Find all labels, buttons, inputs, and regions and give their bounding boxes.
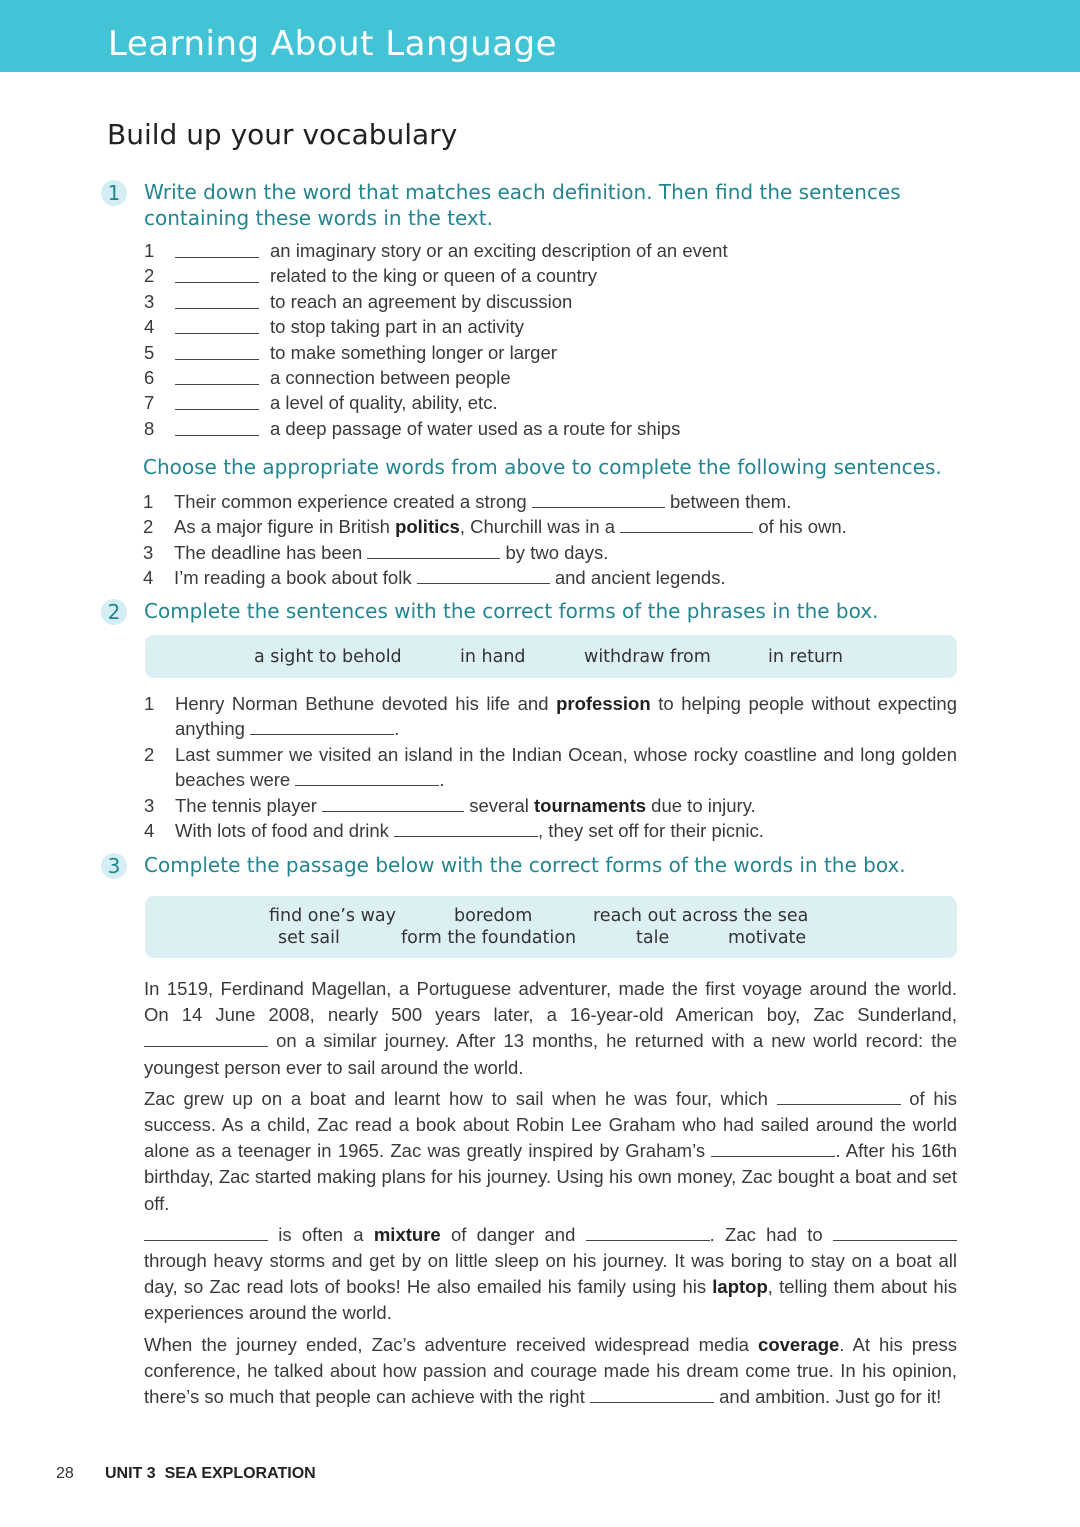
passage-text: . Zac had to	[709, 1223, 823, 1245]
definition-number: 1	[144, 240, 155, 261]
definition-item	[144, 416, 864, 441]
answer-blank[interactable]	[394, 819, 538, 837]
definition-number: 8	[144, 417, 155, 439]
passage-text: Zac grew up on a boat and learnt how to sail when he was four, which	[144, 1087, 768, 1109]
passage-text: through heavy storms and get by on little sleep on his journey. It was boring to stay on a boat all day, so Zac read lots of books! He also emailed his family using his	[144, 1250, 957, 1298]
sentence-text: to helping people without expecting anything	[175, 693, 957, 740]
sentence-text: Last summer we visited an island in the Indian Ocean, whose rocky coastline and long golden beaches were	[175, 743, 957, 791]
bold-word: politics	[395, 516, 460, 538]
exercise-2-sentences	[144, 691, 957, 843]
answer-blank[interactable]	[777, 1087, 901, 1105]
definition-number: 2	[144, 265, 155, 287]
passage	[144, 976, 957, 1415]
definition-number: 4	[144, 316, 155, 338]
answer-blank[interactable]	[144, 1223, 268, 1241]
sentence-number: 3	[144, 794, 155, 816]
box-word: form the foundation	[401, 928, 577, 948]
box-phrase: in return	[768, 647, 844, 667]
sentence-number: 4	[143, 567, 154, 589]
definition-text: a connection between people	[270, 366, 511, 388]
passage-text: , telling them about his experiences around the world.	[144, 1276, 958, 1324]
answer-blank[interactable]	[175, 384, 259, 385]
sentence-text: I’m reading a book about folk	[174, 567, 412, 589]
answer-blank[interactable]	[833, 1223, 957, 1241]
definition-number: 5	[144, 341, 155, 363]
passage-paragraph	[144, 1086, 957, 1217]
bold-word: tournaments	[533, 794, 647, 816]
box-phrase: withdraw from	[584, 647, 711, 667]
box-word: reach out across the sea	[593, 906, 809, 926]
sentence-number: 2	[143, 516, 154, 538]
definition-number: 3	[144, 290, 155, 312]
sentence-text: As a major figure in British	[174, 516, 390, 538]
box-word: tale	[636, 928, 670, 948]
definition-text: a level of quality, ability, etc.	[270, 392, 498, 414]
exercise-3-instruction: Complete the passage below with the correct forms of the words in the box.	[144, 853, 906, 877]
definition-item	[144, 314, 864, 339]
sentence-text: Their common experience created a strong	[174, 491, 527, 512]
answer-blank[interactable]	[175, 359, 259, 360]
phrase-box	[145, 635, 957, 678]
sentence-number: 3	[143, 541, 154, 563]
exercise-2-number: 2	[101, 599, 127, 625]
answer-blank[interactable]	[590, 1385, 714, 1403]
page-number: 28	[56, 1465, 74, 1482]
definition-text: to make something longer or larger	[270, 341, 557, 363]
answer-blank[interactable]	[175, 282, 259, 283]
exercise-3-number: 3	[101, 853, 127, 879]
sentence-item	[143, 565, 956, 590]
sentence-item	[144, 818, 957, 843]
exercise-1-sub-instruction: Choose the appropriate words from above to complete the following sentences.	[143, 455, 942, 479]
sentence-text: , they set off for their picnic.	[538, 820, 764, 842]
box-phrase: in hand	[460, 647, 526, 667]
header-title: Learning About Language	[108, 24, 558, 64]
sentence-text: of his own.	[758, 516, 847, 538]
answer-blank[interactable]	[322, 794, 464, 812]
sentence-end: .	[439, 769, 445, 791]
answer-blank[interactable]	[586, 1223, 710, 1241]
sentence-item	[143, 540, 956, 565]
answer-blank[interactable]	[250, 717, 394, 735]
sentence-item	[143, 514, 956, 539]
sentence-item	[144, 742, 957, 793]
bold-word: coverage	[758, 1333, 840, 1355]
answer-blank[interactable]	[620, 515, 753, 533]
bold-word: profession	[556, 693, 651, 714]
definition-item	[144, 289, 864, 314]
answer-blank[interactable]	[367, 541, 500, 559]
passage-text: on a similar journey. After 13 months, he returned with a new world record: the youngest person ever to sail around the world.	[144, 1030, 957, 1078]
sentence-text: due to injury.	[651, 794, 756, 816]
passage-text: of danger and	[450, 1223, 576, 1245]
exercise-1-sentences	[143, 489, 956, 591]
definition-text: to reach an agreement by discussion	[270, 290, 573, 312]
definition-text: an imaginary story or an exciting description of an event	[270, 240, 728, 261]
sentence-text: Henry Norman Bethune devoted his life and	[175, 693, 549, 714]
definition-number: 6	[144, 366, 155, 388]
passage-text: of his success. As a child, Zac read a book about Robin Lee Graham who had sailed around the world alone as a teenager in 1965. Zac was greatly inspired by Graham’s	[144, 1087, 958, 1162]
passage-text: In 1519, Ferdinand Magellan, a Portuguese adventurer, made the first voyage around the world. On 14 June 2008, nearly 500 years later, a 16-year-old American boy, Zac Sunderland,	[144, 978, 957, 1026]
bold-word: laptop	[712, 1276, 768, 1298]
sentence-item	[143, 489, 956, 514]
passage-paragraph	[144, 976, 957, 1081]
definition-text: to stop taking part in an activity	[270, 316, 524, 338]
unit-label: UNIT 3 SEA EXPLORATION	[105, 1465, 316, 1482]
box-word: motivate	[728, 928, 807, 948]
word-box	[145, 896, 957, 958]
sentence-text: by two days.	[505, 541, 609, 563]
definition-item	[144, 390, 864, 415]
sentence-number: 1	[143, 491, 154, 512]
passage-text: . After his 16th birthday, Zac started making plans for his journey. Using his own money, Zac bought a boat and set off.	[144, 1140, 957, 1214]
definition-number: 7	[144, 392, 155, 414]
passage-text: is often a	[278, 1223, 364, 1245]
sentence-text: With lots of food and drink	[175, 820, 389, 842]
answer-blank[interactable]	[532, 490, 665, 508]
sentence-text: several	[469, 794, 529, 816]
sentence-number: 1	[144, 693, 155, 714]
answer-blank[interactable]	[144, 1029, 268, 1047]
passage-text: and ambition. Just go for it!	[719, 1386, 942, 1408]
sentence-end: .	[394, 718, 400, 740]
sentence-item	[144, 793, 957, 818]
passage-text: . At his press conference, he talked about how passion and courage made his dream come true. In his opinion, there’s so much that people can achieve with the right	[144, 1333, 958, 1408]
answer-blank[interactable]	[175, 308, 259, 309]
definition-item	[144, 340, 864, 365]
sentence-number: 2	[144, 743, 155, 765]
answer-blank[interactable]	[175, 257, 259, 258]
sentence-text: between them.	[669, 491, 792, 512]
box-phrase: a sight to behold	[254, 647, 402, 667]
box-word: boredom	[454, 906, 533, 926]
exercise-2-instruction: Complete the sentences with the correct forms of the phrases in the box.	[144, 599, 879, 623]
sentence-text: and ancient legends.	[554, 567, 726, 589]
sentence-text: The tennis player	[175, 794, 317, 816]
sentence-item	[144, 691, 957, 742]
answer-blank[interactable]	[711, 1139, 835, 1157]
answer-blank[interactable]	[295, 768, 439, 786]
definition-item	[144, 263, 864, 288]
sentence-text: The deadline has been	[174, 541, 363, 563]
definition-item	[144, 238, 864, 263]
answer-blank[interactable]	[417, 566, 550, 584]
definition-item	[144, 365, 864, 390]
section-title: Build up your vocabulary	[107, 118, 458, 151]
answer-blank[interactable]	[175, 435, 259, 436]
sentence-number: 4	[144, 820, 155, 842]
header-bar	[0, 0, 1080, 72]
exercise-1-instruction: Write down the word that matches each definition. Then find the sentences containing these words in the text.	[144, 180, 901, 230]
passage-paragraph	[144, 1222, 957, 1327]
definition-list	[144, 238, 864, 441]
box-word: find one’s way	[269, 906, 396, 926]
passage-paragraph	[144, 1332, 957, 1411]
exercise-1-number: 1	[101, 180, 127, 206]
answer-blank[interactable]	[175, 409, 259, 410]
definition-text: related to the king or queen of a country	[270, 265, 598, 287]
box-word: set sail	[278, 928, 340, 948]
bold-word: mixture	[373, 1223, 441, 1245]
definition-text: a deep passage of water used as a route for ships	[270, 417, 681, 439]
sentence-text: , Churchill was in a	[459, 516, 616, 538]
passage-text: When the journey ended, Zac’s adventure received widespread media	[144, 1333, 749, 1355]
answer-blank[interactable]	[175, 333, 259, 334]
